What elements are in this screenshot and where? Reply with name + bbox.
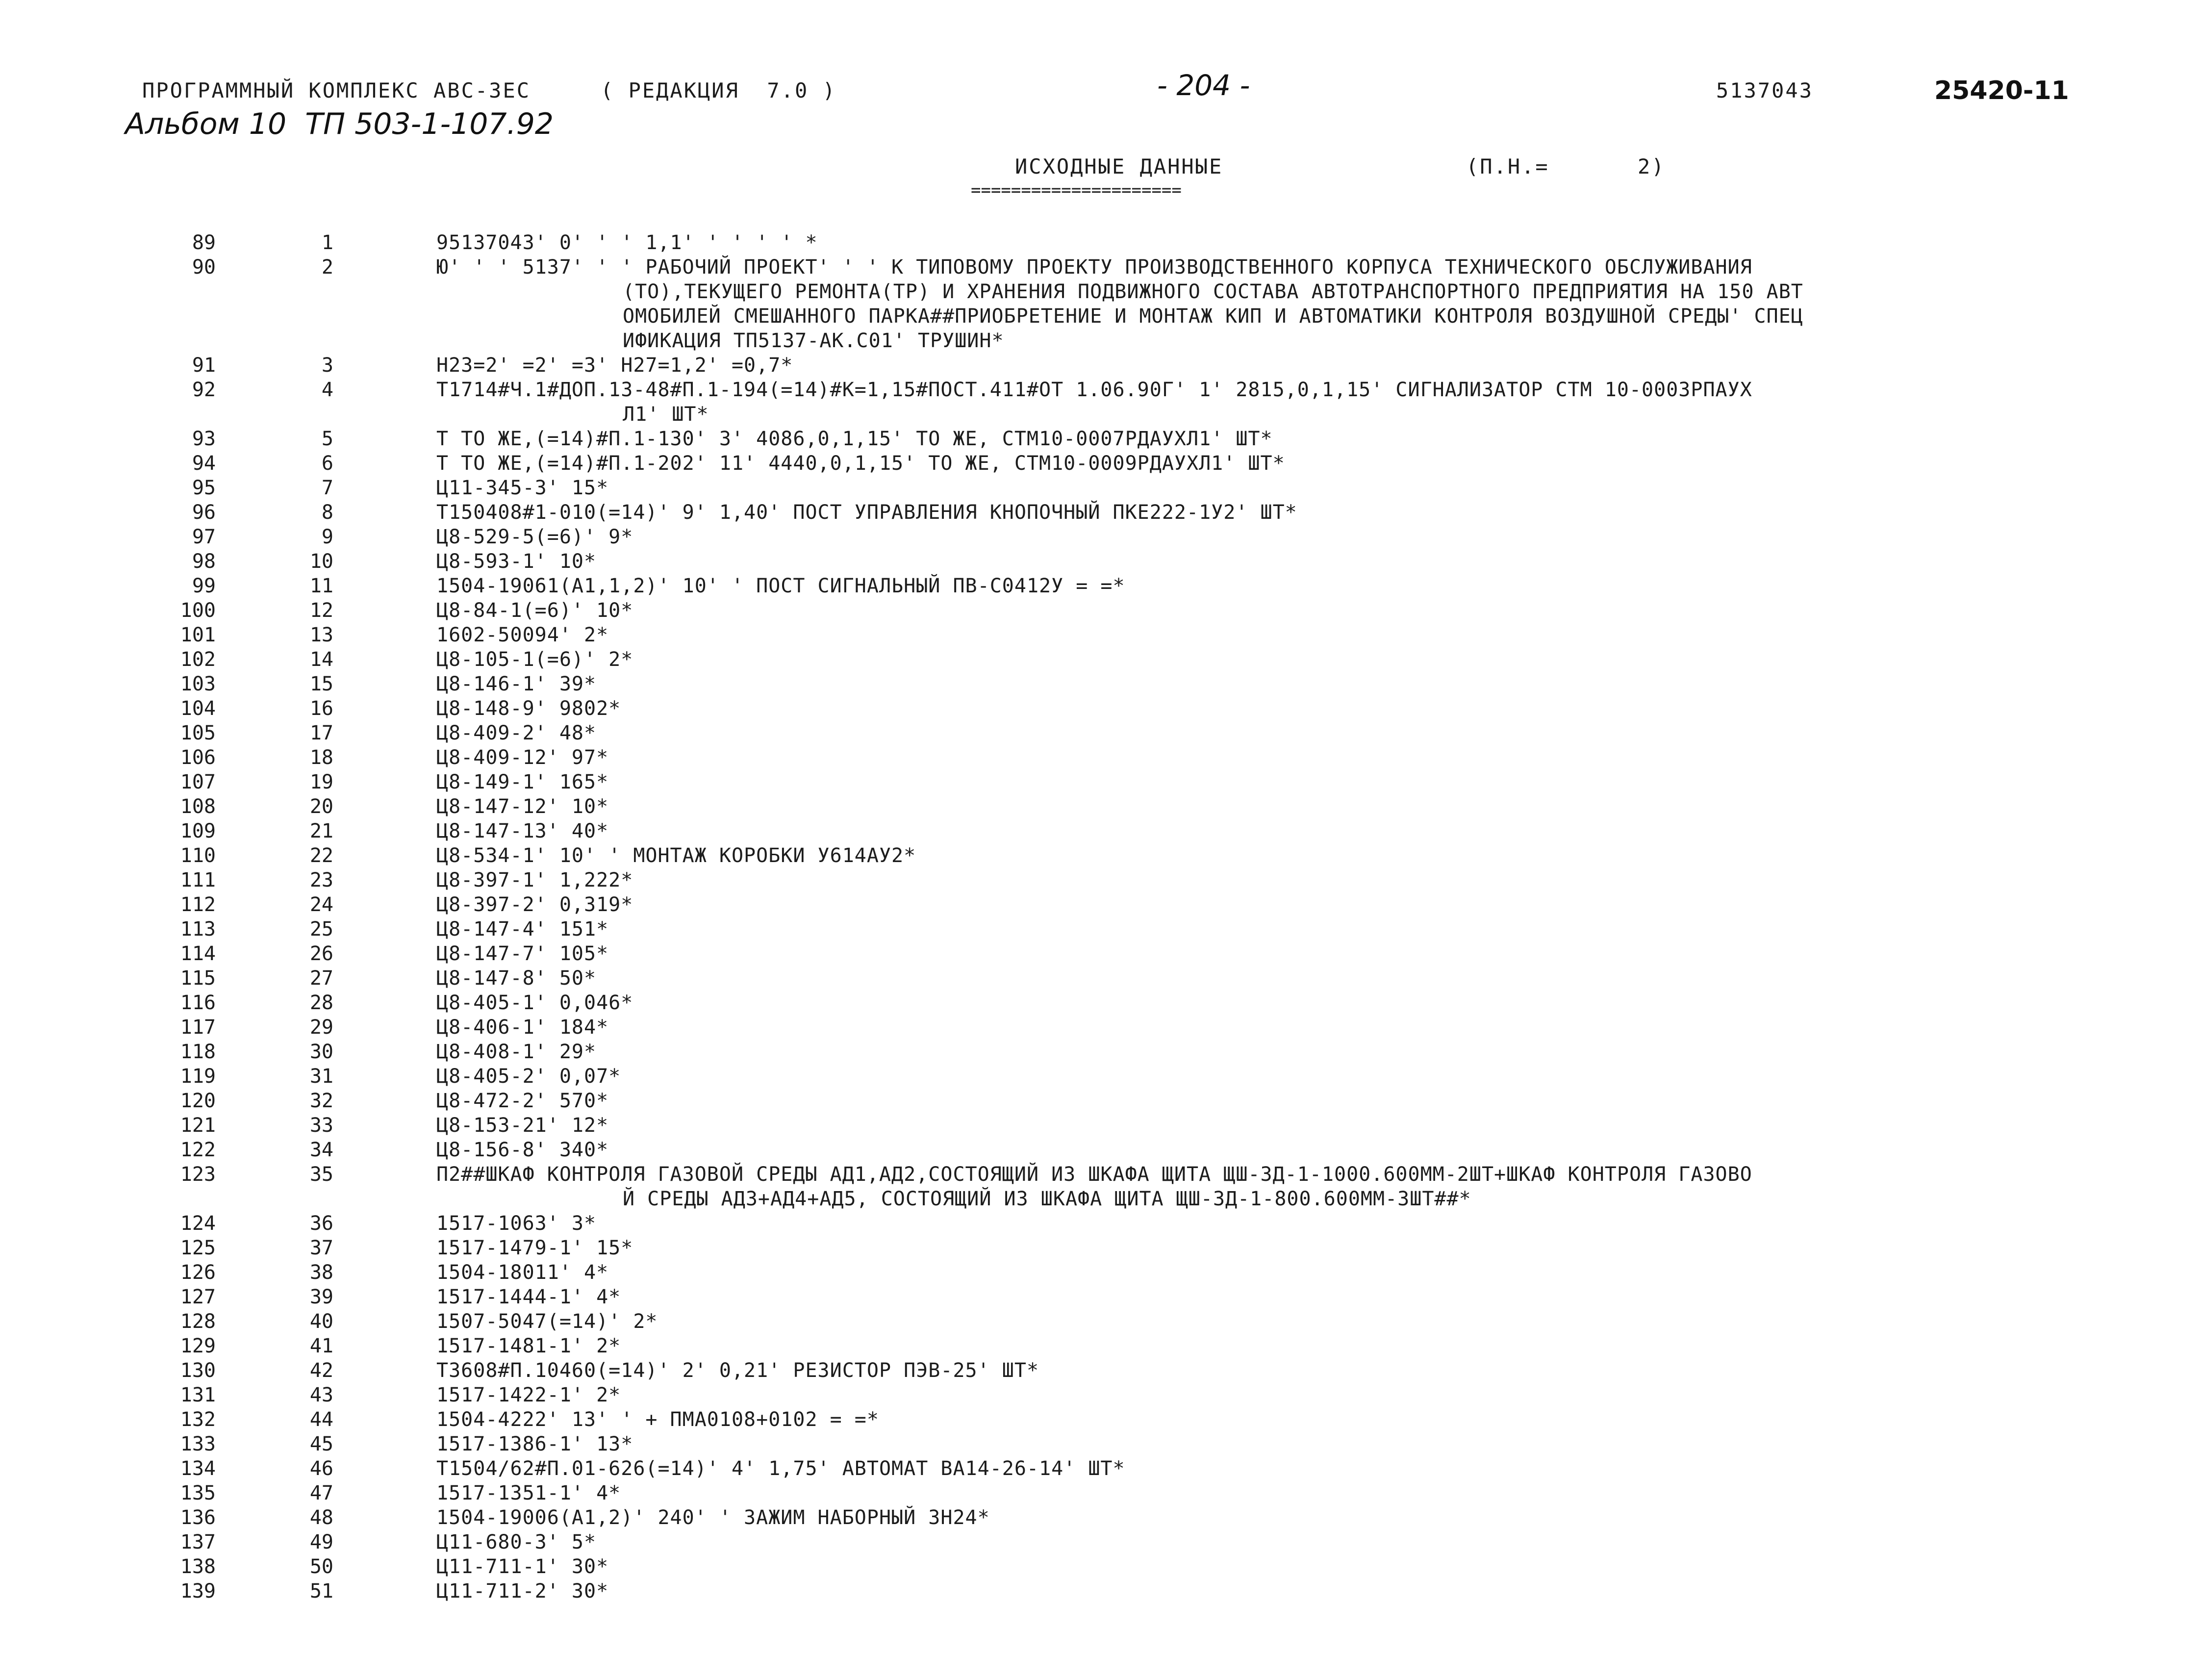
record-text bbox=[436, 255, 2069, 353]
item-index: 15 bbox=[309, 673, 333, 695]
listing-row bbox=[0, 672, 2201, 696]
record-number: 111 bbox=[180, 869, 216, 891]
listing-row bbox=[0, 696, 2201, 721]
record-text bbox=[436, 1554, 2069, 1579]
record-text bbox=[436, 623, 2069, 647]
record-text bbox=[436, 1383, 2069, 1407]
record-text-line: П2##ШКАФ КОНТРОЛЯ ГАЗОВОЙ СРЕДЫ АД1,АД2,СОСТОЯЩИЙ ИЗ ШКАФА ЩИТА ЩШ-3Д-1-1000.600ММ-2ШТ+ШКАФ КОНТРОЛЯ ГАЗОВО bbox=[436, 1163, 1752, 1186]
item-index: 4 bbox=[321, 379, 333, 401]
program-header: ПРОГРАММНЫЙ КОМПЛЕКС АВС-3ЕС bbox=[142, 78, 531, 102]
record-text bbox=[436, 794, 2069, 819]
listing-row bbox=[0, 647, 2201, 672]
item-index: 45 bbox=[309, 1433, 333, 1455]
record-text-line: Л1' ШТ* bbox=[623, 403, 709, 426]
record-number: 130 bbox=[180, 1359, 216, 1382]
record-text bbox=[436, 549, 2069, 574]
record-number: 90 bbox=[192, 256, 216, 279]
record-text-line: Ц8-147-8' 50* bbox=[436, 967, 597, 990]
record-text-line: 1504-19061(А1,1,2)' 10' ' ПОСТ СИГНАЛЬНЫЙ ПВ-С0412У = =* bbox=[436, 575, 1125, 597]
listing-row bbox=[0, 966, 2201, 991]
record-text-line: Ц11-345-3' 15* bbox=[436, 477, 609, 499]
record-text-line: 1602-50094' 2* bbox=[436, 624, 609, 646]
record-text bbox=[436, 1015, 2069, 1040]
listing-row bbox=[0, 1383, 2201, 1407]
record-text bbox=[436, 1432, 2069, 1456]
record-text-line: 1504-18011' 4* bbox=[436, 1261, 609, 1284]
listing-row bbox=[0, 1113, 2201, 1138]
record-text-line: Ц8-593-1' 10* bbox=[436, 550, 597, 573]
record-number: 123 bbox=[180, 1163, 216, 1186]
record-number: 133 bbox=[180, 1433, 216, 1455]
listing-row bbox=[0, 451, 2201, 476]
listing-row bbox=[0, 255, 2201, 353]
item-index: 26 bbox=[309, 942, 333, 965]
record-text bbox=[436, 1407, 2069, 1432]
item-index: 25 bbox=[309, 918, 333, 941]
record-number: 99 bbox=[192, 575, 216, 597]
record-text bbox=[436, 745, 2069, 770]
record-text bbox=[436, 819, 2069, 843]
item-index: 50 bbox=[309, 1555, 333, 1578]
record-text bbox=[436, 1138, 2069, 1162]
item-index: 28 bbox=[309, 992, 333, 1014]
record-text-line: Т ТО ЖЕ,(=14)#П.1-130' 3' 4086,0,1,15' ТО ЖЕ, СТМ10-0007РДАУХЛ1' ШТ* bbox=[436, 428, 1273, 450]
record-text bbox=[436, 1089, 2069, 1113]
page-number: - 204 - bbox=[1157, 69, 1250, 102]
record-text bbox=[436, 770, 2069, 794]
record-number: 97 bbox=[192, 526, 216, 548]
record-number: 92 bbox=[192, 379, 216, 401]
record-text bbox=[436, 1481, 2069, 1505]
record-number: 121 bbox=[180, 1114, 216, 1137]
listing-row bbox=[0, 427, 2201, 451]
record-number: 116 bbox=[180, 992, 216, 1014]
record-text bbox=[436, 451, 2069, 476]
record-text bbox=[436, 672, 2069, 696]
record-text bbox=[436, 378, 2069, 427]
record-text bbox=[436, 917, 2069, 942]
record-text-line: Ц8-529-5(=6)' 9* bbox=[436, 526, 633, 548]
record-number: 125 bbox=[180, 1237, 216, 1259]
record-text bbox=[436, 1260, 2069, 1285]
record-number: 95 bbox=[192, 477, 216, 499]
item-index: 1 bbox=[321, 231, 333, 254]
listing-row bbox=[0, 770, 2201, 794]
record-number: 102 bbox=[180, 648, 216, 671]
record-number: 103 bbox=[180, 673, 216, 695]
listing-row bbox=[0, 942, 2201, 966]
item-index: 40 bbox=[309, 1310, 333, 1333]
record-text bbox=[436, 1285, 2069, 1309]
record-text-line: Ц8-534-1' 10' ' МОНТАЖ КОРОБКИ У614АУ2* bbox=[436, 844, 916, 867]
edition-label: ( РЕДАКЦИЯ 7.0 ) bbox=[601, 78, 836, 102]
listing-row bbox=[0, 1554, 2201, 1579]
record-text bbox=[436, 1505, 2069, 1530]
item-index: 16 bbox=[309, 697, 333, 720]
record-text-line: Ц8-146-1' 39* bbox=[436, 673, 597, 695]
listing-row bbox=[0, 892, 2201, 917]
record-number: 110 bbox=[180, 844, 216, 867]
record-text-line: Ц8-472-2' 570* bbox=[436, 1090, 609, 1112]
record-text-line: Й СРЕДЫ АД3+АД4+АД5, СОСТОЯЩИЙ ИЗ ШКАФА ЩИТА ЩШ-3Д-1-800.600ММ-3ШТ##* bbox=[623, 1188, 1471, 1210]
listing-row bbox=[0, 794, 2201, 819]
item-index: 13 bbox=[309, 624, 333, 646]
listing-row bbox=[0, 598, 2201, 623]
item-index: 38 bbox=[309, 1261, 333, 1284]
listing-row bbox=[0, 623, 2201, 647]
record-number: 112 bbox=[180, 893, 216, 916]
item-index: 12 bbox=[309, 599, 333, 622]
listing-row bbox=[0, 1089, 2201, 1113]
record-text-line: (ТО),ТЕКУЩЕГО РЕМОНТА(ТР) И ХРАНЕНИЯ ПОДВИЖНОГО СОСТАВА АВТОТРАНСПОРТНОГО ПРЕДПРИЯТИЯ НА 150 АВТ bbox=[623, 280, 1803, 303]
title-underline: ===================== bbox=[971, 180, 1182, 200]
record-text bbox=[436, 1530, 2069, 1554]
record-text-line: Ц8-156-8' 340* bbox=[436, 1139, 609, 1161]
item-index: 14 bbox=[309, 648, 333, 671]
record-text-line: Ц8-147-12' 10* bbox=[436, 795, 609, 818]
record-number: 109 bbox=[180, 820, 216, 842]
record-text-line: Ц8-153-21' 12* bbox=[436, 1114, 609, 1137]
listing-row bbox=[0, 1456, 2201, 1481]
record-text-line: Т150408#1-010(=14)' 9' 1,40' ПОСТ УПРАВЛЕНИЯ КНОПОЧНЫЙ ПКЕ222-1У2' ШТ* bbox=[436, 501, 1297, 524]
item-index: 9 bbox=[321, 526, 333, 548]
listing-row bbox=[0, 1236, 2201, 1260]
item-index: 5 bbox=[321, 428, 333, 450]
item-index: 31 bbox=[309, 1065, 333, 1088]
listing-row bbox=[0, 476, 2201, 500]
listing-row bbox=[0, 1481, 2201, 1505]
record-text-line: 1504-19006(А1,2)' 240' ' ЗАЖИМ НАБОРНЫЙ ЗН24* bbox=[436, 1506, 990, 1529]
listing-row bbox=[0, 1015, 2201, 1040]
item-index: 17 bbox=[309, 722, 333, 744]
listing-row bbox=[0, 721, 2201, 745]
record-text-line: Ц8-147-7' 105* bbox=[436, 942, 609, 965]
item-index: 33 bbox=[309, 1114, 333, 1137]
record-text-line: 1517-1422-1' 2* bbox=[436, 1384, 621, 1406]
item-index: 3 bbox=[321, 354, 333, 377]
record-number: 132 bbox=[180, 1408, 216, 1431]
listing-row bbox=[0, 1334, 2201, 1358]
record-number: 105 bbox=[180, 722, 216, 744]
listing-row bbox=[0, 819, 2201, 843]
item-index: 6 bbox=[321, 452, 333, 475]
listing-row bbox=[0, 378, 2201, 427]
record-text-line: 1517-1351-1' 4* bbox=[436, 1482, 621, 1504]
listing-row bbox=[0, 745, 2201, 770]
record-number: 139 bbox=[180, 1580, 216, 1603]
listing-row bbox=[0, 1309, 2201, 1334]
record-text-line: ИФИКАЦИЯ ТП5137-АК.С01' ТРУШИН* bbox=[623, 330, 1004, 352]
record-text bbox=[436, 1113, 2069, 1138]
record-text bbox=[436, 1579, 2069, 1604]
record-number: 101 bbox=[180, 624, 216, 646]
item-index: 29 bbox=[309, 1016, 333, 1039]
record-text bbox=[436, 868, 2069, 892]
listing-row bbox=[0, 917, 2201, 942]
record-text bbox=[436, 1358, 2069, 1383]
record-text-line: 1517-1481-1' 2* bbox=[436, 1335, 621, 1357]
record-text bbox=[436, 598, 2069, 623]
listing-row bbox=[0, 1530, 2201, 1554]
record-number: 118 bbox=[180, 1041, 216, 1063]
item-index: 36 bbox=[309, 1212, 333, 1235]
record-number: 124 bbox=[180, 1212, 216, 1235]
record-text-line: Т3608#П.10460(=14)' 2' 0,21' РЕЗИСТОР ПЭВ-25' ШТ* bbox=[436, 1359, 1039, 1382]
item-index: 8 bbox=[321, 501, 333, 524]
record-text-line: Н23=2' =2' =3' Н27=1,2' =0,7* bbox=[436, 354, 793, 377]
item-index: 49 bbox=[309, 1531, 333, 1553]
record-text-line: Ц11-711-2' 30* bbox=[436, 1580, 609, 1603]
item-index: 37 bbox=[309, 1237, 333, 1259]
record-number: 117 bbox=[180, 1016, 216, 1039]
record-text-line: Ц8-405-2' 0,07* bbox=[436, 1065, 621, 1088]
record-number: 119 bbox=[180, 1065, 216, 1088]
listing-row bbox=[0, 1260, 2201, 1285]
album-note: Альбом 10 ТП 503-1-107.92 bbox=[125, 107, 554, 141]
listing-row bbox=[0, 1285, 2201, 1309]
item-index: 48 bbox=[309, 1506, 333, 1529]
item-index: 43 bbox=[309, 1384, 333, 1406]
record-number: 122 bbox=[180, 1139, 216, 1161]
listing-row bbox=[0, 230, 2201, 255]
record-text-line: 1517-1063' 3* bbox=[436, 1212, 597, 1235]
data-listing bbox=[0, 230, 2201, 1604]
record-number: 135 bbox=[180, 1482, 216, 1504]
record-number: 108 bbox=[180, 795, 216, 818]
record-text bbox=[436, 353, 2069, 378]
listing-row bbox=[0, 353, 2201, 378]
listing-row bbox=[0, 868, 2201, 892]
record-text-line: Ц8-406-1' 184* bbox=[436, 1016, 609, 1039]
record-number: 113 bbox=[180, 918, 216, 941]
item-index: 23 bbox=[309, 869, 333, 891]
item-index: 24 bbox=[309, 893, 333, 916]
record-text bbox=[436, 1040, 2069, 1064]
record-text-line: 1507-5047(=14)' 2* bbox=[436, 1310, 658, 1333]
record-text-line: Т1504/62#П.01-626(=14)' 4' 1,75' АВТОМАТ ВА14-26-14' ШТ* bbox=[436, 1457, 1125, 1480]
record-number: 120 bbox=[180, 1090, 216, 1112]
record-text bbox=[436, 647, 2069, 672]
record-number: 100 bbox=[180, 599, 216, 622]
record-text bbox=[436, 942, 2069, 966]
record-text-line: 1517-1386-1' 13* bbox=[436, 1433, 633, 1455]
record-text-line: Ц8-397-1' 1,222* bbox=[436, 869, 633, 891]
record-text-line: 1517-1479-1' 15* bbox=[436, 1237, 633, 1259]
record-text-line: Ц8-84-1(=6)' 10* bbox=[436, 599, 633, 622]
record-text-line: Ц8-409-2' 48* bbox=[436, 722, 597, 744]
item-index: 18 bbox=[309, 746, 333, 769]
record-text-line: Ц8-405-1' 0,046* bbox=[436, 992, 633, 1014]
record-text bbox=[436, 1334, 2069, 1358]
listing-row bbox=[0, 549, 2201, 574]
item-index: 51 bbox=[309, 1580, 333, 1603]
item-index: 10 bbox=[309, 550, 333, 573]
record-text-line: Ц8-409-12' 97* bbox=[436, 746, 609, 769]
record-text bbox=[436, 843, 2069, 868]
record-number: 104 bbox=[180, 697, 216, 720]
document-code: 5137043 bbox=[1716, 78, 1814, 102]
listing-row bbox=[0, 1064, 2201, 1089]
record-number: 115 bbox=[180, 967, 216, 990]
record-number: 98 bbox=[192, 550, 216, 573]
item-index: 42 bbox=[309, 1359, 333, 1382]
record-number: 134 bbox=[180, 1457, 216, 1480]
record-number: 107 bbox=[180, 771, 216, 793]
record-text bbox=[436, 476, 2069, 500]
record-text-line: Ц11-711-1' 30* bbox=[436, 1555, 609, 1578]
listing-row bbox=[0, 1505, 2201, 1530]
record-text bbox=[436, 1162, 2069, 1211]
record-number: 106 bbox=[180, 746, 216, 769]
record-text-line: Ц8-148-9' 9802* bbox=[436, 697, 621, 720]
sheet-code: 25420-11 bbox=[1934, 76, 2069, 105]
record-text-line: Т1714#Ч.1#ДОП.13-48#П.1-194(=14)#К=1,15#ПОСТ.411#ОТ 1.06.90Г' 1' 2815,0,1,15' СИГНАЛИЗАТОР СТМ 10-0003РПАУХ bbox=[436, 379, 1752, 401]
record-text bbox=[436, 230, 2069, 255]
record-number: 128 bbox=[180, 1310, 216, 1333]
record-text bbox=[436, 574, 2069, 598]
listing-row bbox=[0, 1211, 2201, 1236]
item-index: 27 bbox=[309, 967, 333, 990]
item-index: 19 bbox=[309, 771, 333, 793]
item-index: 7 bbox=[321, 477, 333, 499]
record-text-line: 1517-1444-1' 4* bbox=[436, 1286, 621, 1308]
record-text-line: Т ТО ЖЕ,(=14)#П.1-202' 11' 4440,0,1,15' ТО ЖЕ, СТМ10-0009РДАУХЛ1' ШТ* bbox=[436, 452, 1285, 475]
item-index: 47 bbox=[309, 1482, 333, 1504]
listing-row bbox=[0, 843, 2201, 868]
record-text-line: Ц8-397-2' 0,319* bbox=[436, 893, 633, 916]
item-index: 35 bbox=[309, 1163, 333, 1186]
item-index: 34 bbox=[309, 1139, 333, 1161]
item-index: 32 bbox=[309, 1090, 333, 1112]
listing-row bbox=[0, 574, 2201, 598]
record-number: 94 bbox=[192, 452, 216, 475]
record-text bbox=[436, 500, 2069, 525]
record-number: 138 bbox=[180, 1555, 216, 1578]
listing-row bbox=[0, 991, 2201, 1015]
item-index: 30 bbox=[309, 1041, 333, 1063]
record-number: 131 bbox=[180, 1384, 216, 1406]
record-number: 126 bbox=[180, 1261, 216, 1284]
item-index: 2 bbox=[321, 256, 333, 279]
record-text bbox=[436, 1309, 2069, 1334]
pn-label: (П.Н.= bbox=[1466, 154, 1549, 178]
listing-row bbox=[0, 1162, 2201, 1211]
listing-row bbox=[0, 1138, 2201, 1162]
item-index: 44 bbox=[309, 1408, 333, 1431]
item-index: 11 bbox=[309, 575, 333, 597]
item-index: 41 bbox=[309, 1335, 333, 1357]
record-number: 136 bbox=[180, 1506, 216, 1529]
record-text bbox=[436, 966, 2069, 991]
record-text-line: 95137043' 0' ' ' 1,1' ' ' ' ' * bbox=[436, 231, 818, 254]
record-text-line: Ю' ' ' 5137' ' ' РАБОЧИЙ ПРОЕКТ' ' ' К ТИПОВОМУ ПРОЕКТУ ПРОИЗВОДСТВЕННОГО КОРПУСА ТЕХНИЧЕСКОГО ОБСЛУЖИВАНИЯ bbox=[436, 256, 1752, 279]
listing-row bbox=[0, 1432, 2201, 1456]
item-index: 20 bbox=[309, 795, 333, 818]
record-number: 93 bbox=[192, 428, 216, 450]
listing-row bbox=[0, 500, 2201, 525]
record-text bbox=[436, 696, 2069, 721]
listing-row bbox=[0, 1358, 2201, 1383]
record-number: 137 bbox=[180, 1531, 216, 1553]
record-text-line: Ц11-680-3' 5* bbox=[436, 1531, 597, 1553]
record-text bbox=[436, 1211, 2069, 1236]
record-text-line: Ц8-147-13' 40* bbox=[436, 820, 609, 842]
item-index: 21 bbox=[309, 820, 333, 842]
listing-row bbox=[0, 1040, 2201, 1064]
record-text-line: Ц8-149-1' 165* bbox=[436, 771, 609, 793]
listing-row bbox=[0, 525, 2201, 549]
record-text bbox=[436, 1456, 2069, 1481]
record-text-line: Ц8-105-1(=6)' 2* bbox=[436, 648, 633, 671]
record-text bbox=[436, 1236, 2069, 1260]
listing-row bbox=[0, 1579, 2201, 1604]
record-text-line: 1504-4222' 13' ' + ПМА0108+0102 = =* bbox=[436, 1408, 879, 1431]
pn-value: 2) bbox=[1638, 154, 1666, 178]
record-number: 89 bbox=[192, 231, 216, 254]
section-title: ИСХОДНЫЕ ДАННЫЕ bbox=[1015, 154, 1223, 178]
item-index: 39 bbox=[309, 1286, 333, 1308]
record-number: 96 bbox=[192, 501, 216, 524]
listing-row bbox=[0, 1407, 2201, 1432]
record-text bbox=[436, 892, 2069, 917]
item-index: 46 bbox=[309, 1457, 333, 1480]
record-text bbox=[436, 427, 2069, 451]
record-number: 91 bbox=[192, 354, 216, 377]
record-number: 127 bbox=[180, 1286, 216, 1308]
record-text bbox=[436, 721, 2069, 745]
record-text-line: Ц8-147-4' 151* bbox=[436, 918, 609, 941]
record-text bbox=[436, 991, 2069, 1015]
record-number: 129 bbox=[180, 1335, 216, 1357]
record-text-line: Ц8-408-1' 29* bbox=[436, 1041, 597, 1063]
record-text bbox=[436, 1064, 2069, 1089]
record-text bbox=[436, 525, 2069, 549]
record-text-line: ОМОБИЛЕЙ СМЕШАННОГО ПАРКА##ПРИОБРЕТЕНИЕ И МОНТАЖ КИП И АВТОМАТИКИ КОНТРОЛЯ ВОЗДУШНОЙ СРЕДЫ' СПЕЦ bbox=[623, 305, 1803, 328]
record-number: 114 bbox=[180, 942, 216, 965]
item-index: 22 bbox=[309, 844, 333, 867]
